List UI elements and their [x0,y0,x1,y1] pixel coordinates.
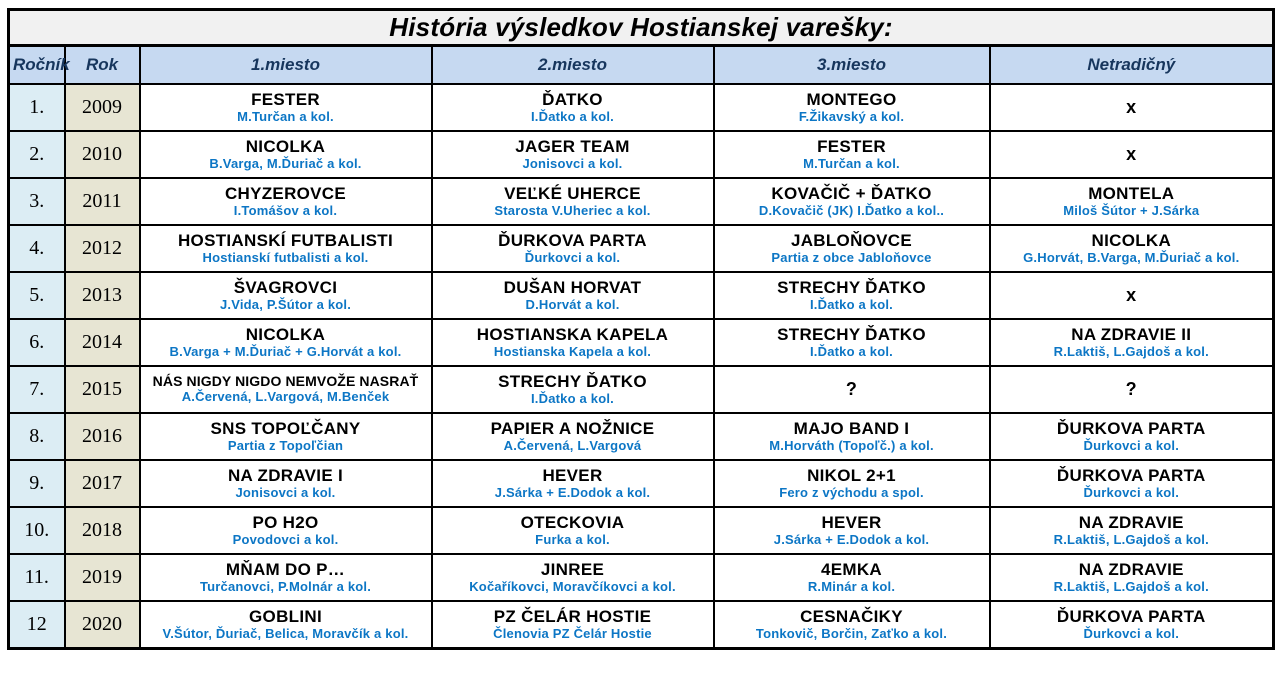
team-members: B.Varga + M.Ďuriač + G.Horvát a kol. [169,343,402,359]
third-place-cell [714,272,990,319]
team-name: KOVAČIČ + ĎATKO [771,183,932,203]
team-name: CHYZEROVCE [224,183,347,203]
team-members: Furka a kol. [535,531,610,547]
edition-number-cell: 6. [9,319,65,366]
team-name: 4EMKA [820,559,882,579]
year-cell: 2017 [65,460,140,507]
col-header-rok: Rok [65,46,140,85]
team-members: J.Vida, P.Šútor a kol. [219,296,352,312]
edition-number-cell: 3. [9,178,65,225]
table-row [9,554,1274,601]
team-name: SNS TOPOĽČANY [210,418,361,438]
team-name: FESTER [817,136,886,156]
table-row [9,131,1274,178]
col-header-third-place: 3.miesto [714,46,990,85]
team-name: ĎURKOVA PARTA [1056,606,1206,626]
table-row [9,413,1274,460]
team-members: Ďurkovci a kol. [1083,625,1180,641]
team-name: ŠVAGROVCI [233,277,338,297]
year-cell: 2013 [65,272,140,319]
nontraditional-cell [990,178,1274,225]
team-members: Starosta V.Uheriec a kol. [494,202,651,218]
team-members: R.Laktiš, L.Gajdoš a kol. [1053,531,1209,547]
team-members: B.Varga, M.Ďuriač a kol. [209,155,362,171]
team-members: I.Ďatko a kol. [810,296,893,312]
team-members: Miloš Šútor + J.Sárka [1063,202,1200,218]
team-name: OTECKOVIA [520,512,625,532]
team-members: Turčanovci, P.Molnár a kol. [199,578,372,594]
third-place-cell [714,178,990,225]
team-members: I.Ďatko a kol. [531,108,614,124]
team-members: J.Sárka + E.Dodok a kol. [494,484,651,500]
second-place-cell [432,460,714,507]
team-members: Povodovci a kol. [232,531,339,547]
first-place-cell [140,460,432,507]
team-name: x [1126,144,1137,165]
first-place-cell [140,413,432,460]
year-cell: 2014 [65,319,140,366]
edition-number-cell: 11. [9,554,65,601]
team-name: STRECHY ĎATKO [498,371,647,391]
team-members: Hostianska Kapela a kol. [493,343,652,359]
edition-number-cell: 10. [9,507,65,554]
first-place-cell [140,319,432,366]
table-row [9,225,1274,272]
nontraditional-cell [990,131,1274,178]
third-place-cell [714,460,990,507]
nontraditional-cell [990,84,1274,131]
team-members: F.Žikavský a kol. [798,108,905,124]
second-place-cell [432,225,714,272]
first-place-cell [140,554,432,601]
page-title: História výsledkov Hostianskej varešky: [9,10,1274,46]
team-name: NA ZDRAVIE I [227,465,344,485]
first-place-cell [140,225,432,272]
team-members: A.Červená, L.Vargová [503,437,642,453]
team-members: R.Laktiš, L.Gajdoš a kol. [1053,343,1209,359]
title-row [9,10,1274,46]
col-header-nontraditional: Netradičný [990,46,1274,85]
team-name: MAJO BAND I [793,418,910,438]
team-name: STRECHY ĎATKO [777,324,926,344]
team-name: MŇAM DO P… [225,559,346,579]
team-name: FESTER [251,89,320,109]
first-place-cell [140,178,432,225]
table-body [9,84,1274,648]
team-members: M.Turčan a kol. [237,108,334,124]
team-name: PZ ČELÁR HOSTIE [493,606,652,626]
team-members: V.Šútor, Ďuriač, Belica, Moravčík a kol. [162,625,409,641]
team-name: HEVER [821,512,882,532]
nontraditional-cell [990,272,1274,319]
team-name: JINREE [540,559,605,579]
table-row [9,366,1274,413]
team-name: x [1126,97,1137,118]
team-name: ? [845,379,858,400]
team-name: NÁS NIGDY NIGDO NEMVOŽE NASRAŤ [152,372,419,389]
third-place-cell [714,319,990,366]
team-name: NICOLKA [245,136,326,156]
third-place-cell [714,601,990,648]
nontraditional-cell [990,319,1274,366]
year-cell: 2011 [65,178,140,225]
edition-number-cell: 5. [9,272,65,319]
third-place-cell [714,413,990,460]
team-members: A.Červená, L.Vargová, M.Benček [181,389,390,405]
first-place-cell [140,601,432,648]
team-members: Hostianskí futbalisti a kol. [202,249,369,265]
col-header-rocnik: Ročník [9,46,65,85]
team-members: I.Ďatko a kol. [810,343,893,359]
table-row [9,84,1274,131]
team-name: CESNAČIKY [800,606,903,626]
team-name: HEVER [542,465,603,485]
nontraditional-cell [990,460,1274,507]
table-row [9,178,1274,225]
nontraditional-cell [990,413,1274,460]
first-place-cell [140,366,432,413]
year-cell: 2010 [65,131,140,178]
team-members: D.Horvát a kol. [525,296,620,312]
edition-number-cell: 9. [9,460,65,507]
edition-number-cell: 7. [9,366,65,413]
nontraditional-cell [990,366,1274,413]
first-place-cell [140,272,432,319]
third-place-cell [714,554,990,601]
team-members: Tonkovič, Borčin, Zaťko a kol. [755,625,948,641]
team-members: Jonisovci a kol. [522,155,623,171]
team-members: M.Turčan a kol. [803,155,900,171]
nontraditional-cell [990,507,1274,554]
team-members: Členovia PZ Čelár Hostie [493,625,652,641]
team-members: Kočaříkovci, Moravčíkovci a kol. [469,578,676,594]
year-cell: 2019 [65,554,140,601]
team-members: D.Kovačič (JK) I.Ďatko a kol.. [758,202,945,218]
table-row [9,460,1274,507]
team-name: HOSTIANSKÍ FUTBALISTI [177,230,393,250]
second-place-cell [432,272,714,319]
team-name: NICOLKA [245,324,326,344]
team-name: PAPIER A NOŽNICE [490,418,655,438]
third-place-cell [714,225,990,272]
team-members: R.Minár a kol. [807,578,896,594]
team-members: Ďurkovci a kol. [1083,484,1180,500]
third-place-cell [714,84,990,131]
team-name: NA ZDRAVIE [1078,559,1184,579]
team-members: G.Horvát, B.Varga, M.Ďuriač a kol. [1023,249,1240,265]
second-place-cell [432,554,714,601]
nontraditional-cell [990,601,1274,648]
team-name: STRECHY ĎATKO [777,277,926,297]
team-name: JABLOŇOVCE [790,230,913,250]
nontraditional-cell [990,554,1274,601]
team-name: ĎURKOVA PARTA [1056,418,1206,438]
second-place-cell [432,319,714,366]
team-members: M.Horváth (Topoľč.) a kol. [769,437,934,453]
team-members: Fero z východu a spol. [779,484,924,500]
team-name: MONTEGO [806,89,897,109]
year-cell: 2016 [65,413,140,460]
team-members: I.Ďatko a kol. [531,390,614,406]
edition-number-cell: 8. [9,413,65,460]
edition-number-cell: 2. [9,131,65,178]
first-place-cell [140,131,432,178]
nontraditional-cell [990,225,1274,272]
team-members: Partia z Topoľčian [227,437,344,453]
edition-number-cell: 1. [9,84,65,131]
team-name: GOBLINI [249,606,322,626]
team-members: Ďurkovci a kol. [524,249,621,265]
third-place-cell [714,507,990,554]
table-row [9,319,1274,366]
team-name: NA ZDRAVIE II [1071,324,1192,344]
team-name: x [1126,285,1137,306]
year-cell: 2018 [65,507,140,554]
second-place-cell [432,84,714,131]
col-header-second-place: 2.miesto [432,46,714,85]
second-place-cell [432,131,714,178]
edition-number-cell: 4. [9,225,65,272]
team-name: DUŠAN HORVAT [503,277,642,297]
team-name: NICOLKA [1091,230,1172,250]
first-place-cell [140,84,432,131]
table-row [9,272,1274,319]
team-name: VEĽKÉ UHERCE [504,183,641,203]
team-name: MONTELA [1088,183,1175,203]
team-name: ? [1125,379,1137,400]
team-name: ĎURKOVA PARTA [1056,465,1206,485]
year-cell: 2015 [65,366,140,413]
team-name: HOSTIANSKA KAPELA [476,324,669,344]
third-place-cell [714,131,990,178]
team-members: Ďurkovci a kol. [1083,437,1180,453]
year-cell: 2009 [65,84,140,131]
team-name: NA ZDRAVIE [1078,512,1184,532]
third-place-cell [714,366,990,413]
team-members: Jonisovci a kol. [235,484,336,500]
second-place-cell [432,413,714,460]
team-name: JAGER TEAM [515,136,630,156]
second-place-cell [432,601,714,648]
team-members: J.Sárka + E.Dodok a kol. [773,531,930,547]
table-row [9,601,1274,648]
second-place-cell [432,507,714,554]
team-name: NIKOL 2+1 [807,465,896,485]
second-place-cell [432,366,714,413]
team-members: I.Tomášov a kol. [233,202,338,218]
year-cell: 2020 [65,601,140,648]
team-name: PO H2O [252,512,319,532]
edition-number-cell: 12 [9,601,65,648]
results-table [7,8,1275,650]
team-members: R.Laktiš, L.Gajdoš a kol. [1053,578,1209,594]
first-place-cell [140,507,432,554]
column-header-row [9,46,1274,85]
team-name: ĎURKOVA PARTA [498,230,647,250]
table-row [9,507,1274,554]
col-header-first-place: 1.miesto [140,46,432,85]
year-cell: 2012 [65,225,140,272]
team-name: ĎATKO [542,89,603,109]
second-place-cell [432,178,714,225]
team-members: Partia z obce Jabloňovce [771,249,932,265]
